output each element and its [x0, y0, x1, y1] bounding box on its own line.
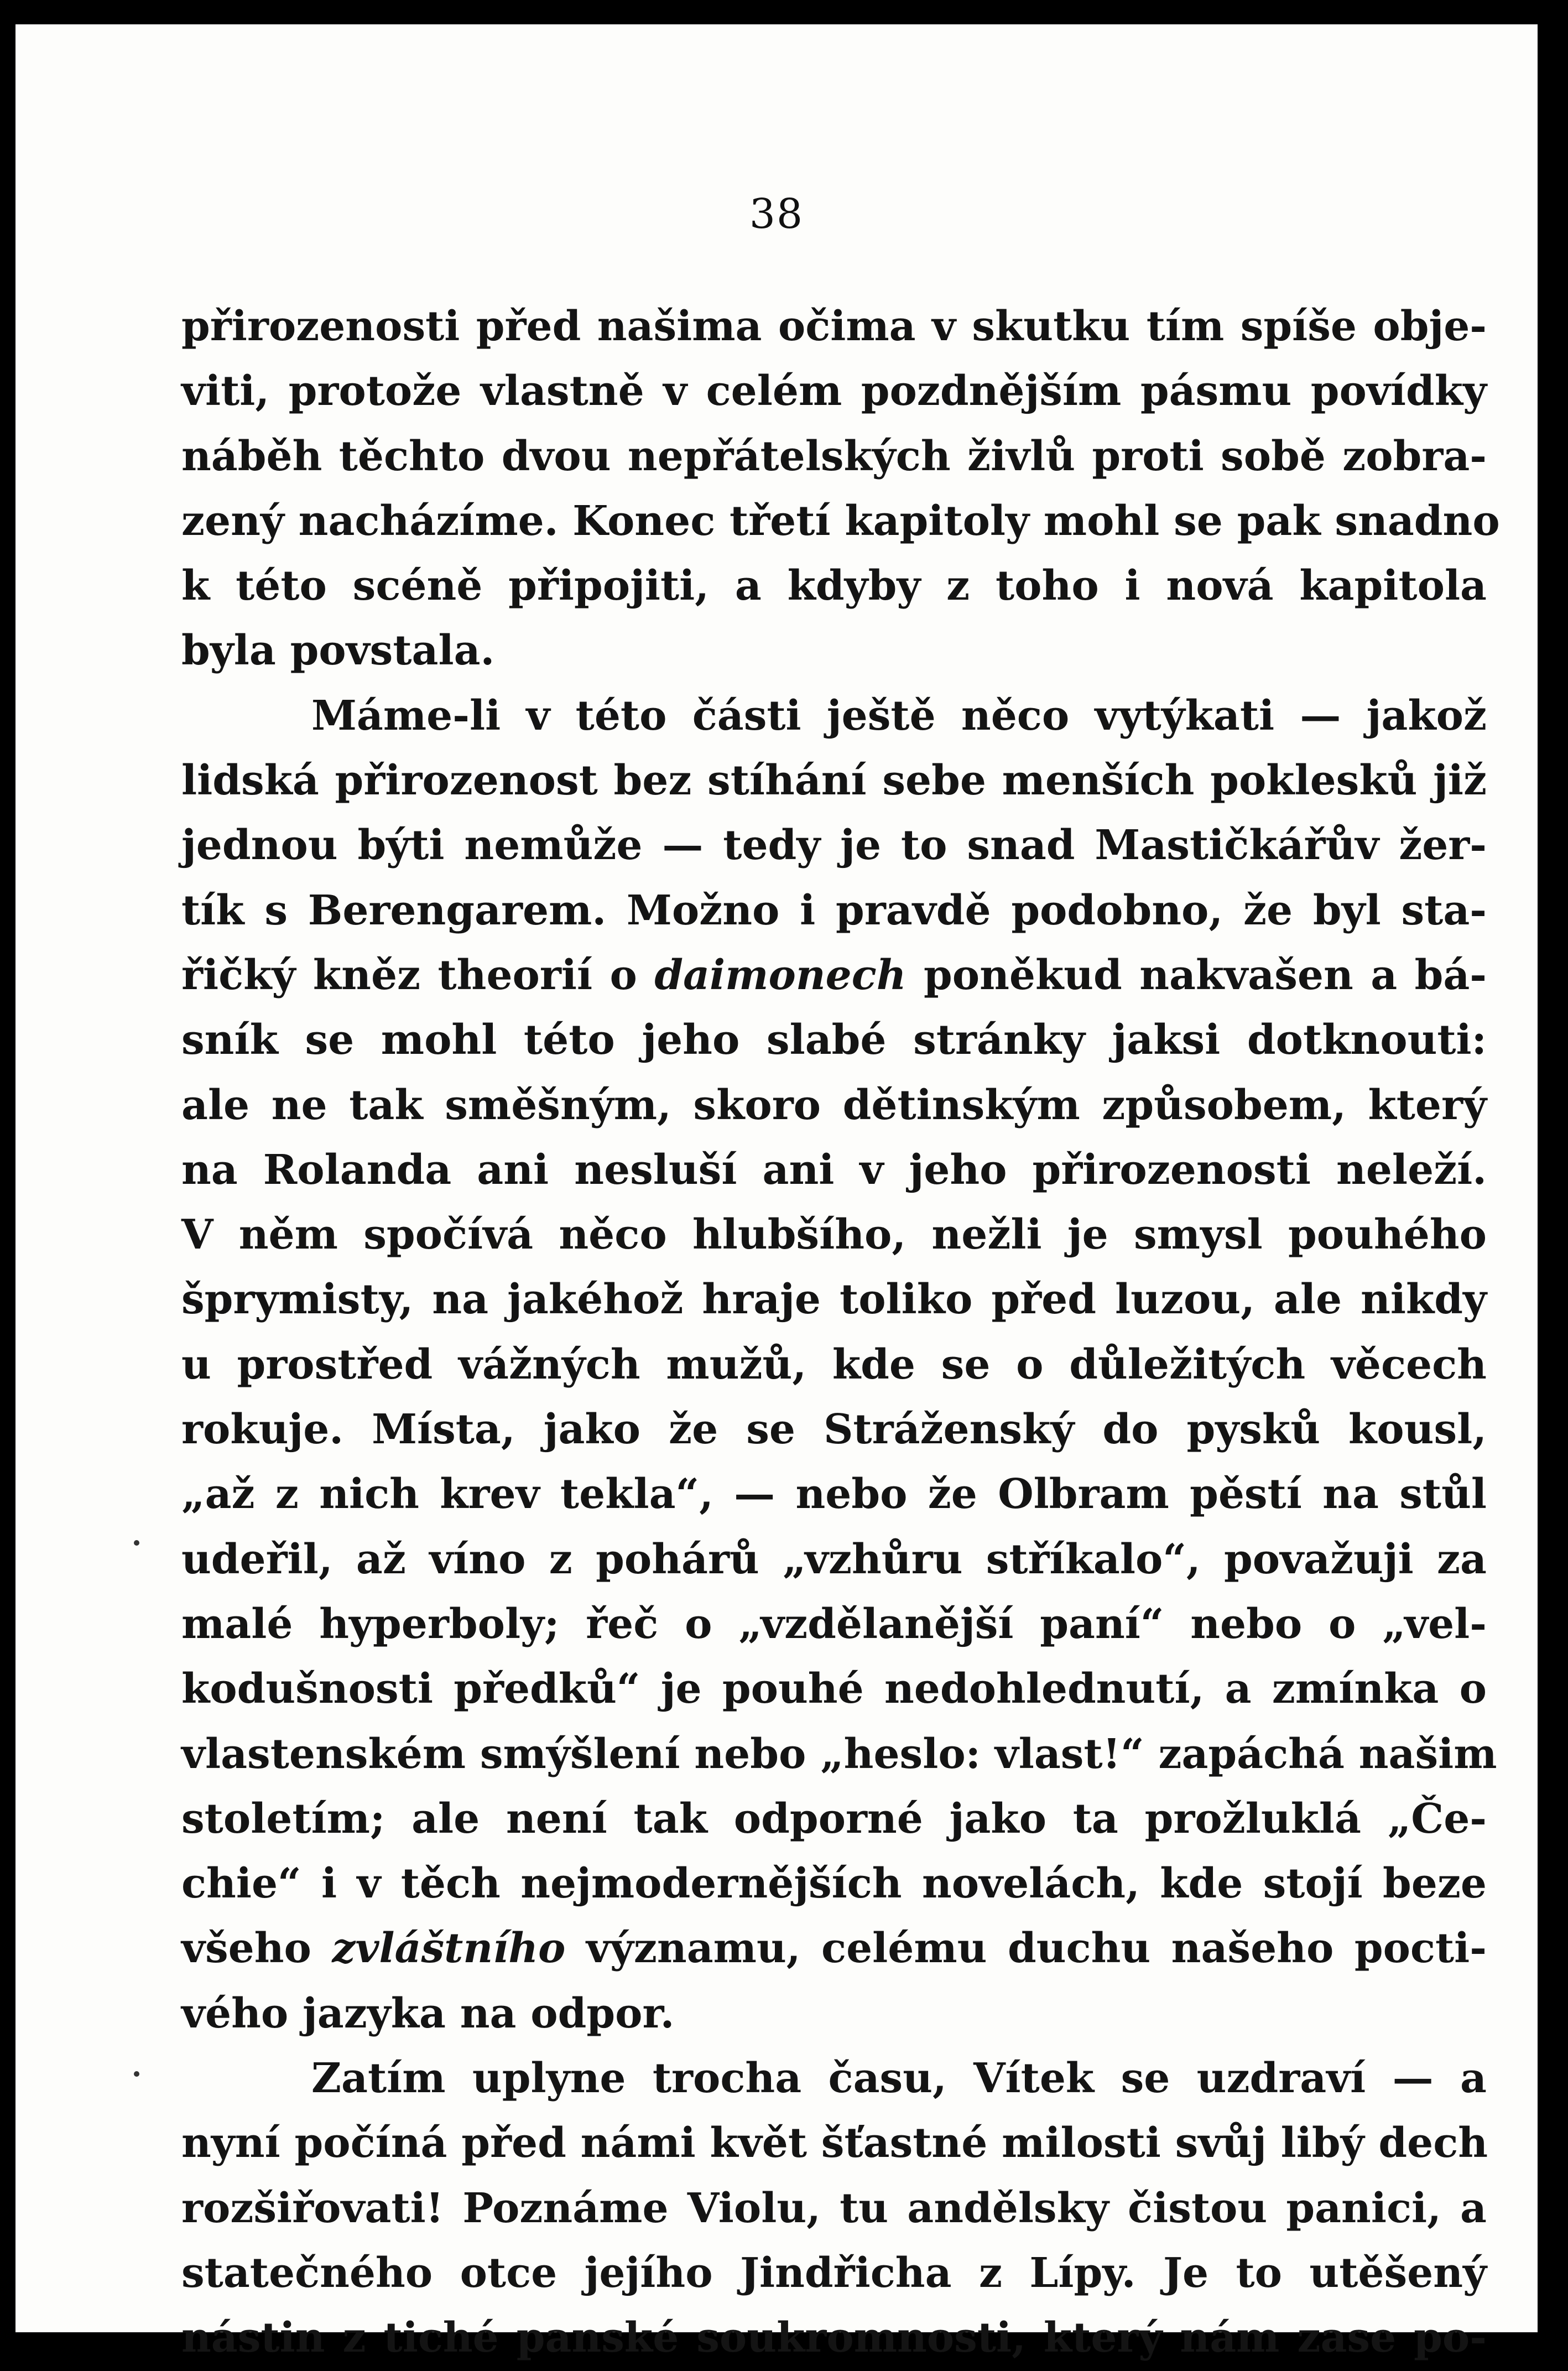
body-text	[181, 294, 1500, 2371]
text-line: rozšiřovati! Poznáme Violu, tu andělsky čistou panici, a	[181, 2184, 1487, 2232]
text-line: u prostřed vážných mužů, kde se o důležitých věcech	[181, 1340, 1487, 1389]
text-line: malé hyperboly; řeč o „vzdělanější paní“ nebo o „vel-	[181, 1600, 1487, 1648]
text-line	[181, 1916, 1487, 1981]
text-line: kodušnosti předků“ je pouhé nedohlednutí, a zmínka o	[181, 1665, 1487, 1713]
text-line: nástin z tiché panské soukromnosti, který nám zase po-	[181, 2314, 1487, 2362]
italic-word: daimonech	[654, 951, 907, 999]
text-segment: významu, celému duchu našeho pocti-	[565, 1925, 1487, 1973]
text-line: k této scéně připojiti, a kdyby z toho i nová kapitola	[181, 562, 1487, 610]
book-page	[15, 24, 1538, 2362]
text-line: byla povstala.	[181, 627, 495, 675]
text-line: přirozenosti před našima očima v skutku tím spíše obje-	[181, 303, 1487, 350]
text-line: rokuje. Místa, jako že se Stráženský do pysků kousl,	[181, 1406, 1487, 1454]
text-segment: řičký kněz theorií o	[181, 951, 655, 999]
margin-mark	[134, 2071, 139, 2077]
text-line: „až z nich krev tekla“, — nebo že Olbram pěstí na stůl	[181, 1470, 1487, 1519]
page-number: 38	[749, 190, 804, 238]
text-line: vlastenském smýšlení nebo „heslo: vlast!“ zapáchá našim	[181, 1730, 1497, 1778]
text-line: nyní počíná před námi květ šťastné milosti svůj libý dech	[181, 2119, 1488, 2167]
text-line: lidská přirozenost bez stíhání sebe menších poklesků již	[181, 757, 1487, 805]
text-line: náběh těchto dvou nepřátelských živlů proti sobě zobra-	[181, 432, 1487, 480]
text-line: Máme-li v této části ještě něco vytýkati — jakož	[311, 691, 1487, 740]
text-line: V něm spočívá něco hlubšího, nežli je smysl pouhého	[181, 1211, 1487, 1259]
text-line	[181, 943, 1487, 1008]
text-line: udeřil, až víno z pohárů „vzhůru stříkalo“, považuji za	[181, 1535, 1487, 1583]
text-line: vého jazyka na odpor.	[181, 1989, 675, 2037]
text-line: statečného otce jejího Jindřicha z Lípy. Je to utěšený	[181, 2249, 1487, 2297]
text-line: zený nacházíme. Konec třetí kapitoly mohl se pak snadno	[181, 497, 1500, 545]
text-line: Zatím uplyne trocha času, Vítek se uzdraví — a	[311, 2055, 1487, 2103]
text-line: ale ne tak směšným, skoro dětinským způsobem, který	[181, 1081, 1487, 1129]
text-line: na Rolanda ani nesluší ani v jeho přirozenosti neleží.	[181, 1146, 1487, 1194]
text-line: viti, protože vlastně v celém pozdnějším pásmu povídky	[181, 367, 1487, 415]
text-segment: poněkud nakvašen a bá-	[906, 951, 1487, 999]
margin-mark	[134, 1540, 139, 1546]
text-line: jednou býti nemůže — tedy je to snad Mastičkářův žer-	[181, 821, 1487, 870]
text-line: chie“ i v těch nejmodernějších novelách, kde stojí beze	[181, 1860, 1487, 1908]
text-line: šprymisty, na jakéhož hraje toliko před luzou, ale nikdy	[181, 1276, 1487, 1324]
text-line: sník se mohl této jeho slabé stránky jaksi dotknouti:	[181, 1016, 1487, 1064]
text-line: stoletím; ale není tak odporné jako ta prožluklá „Če-	[181, 1795, 1487, 1843]
text-segment: všeho	[181, 1925, 332, 1973]
scan-border	[1538, 0, 1568, 2357]
text-line: tík s Berengarem. Možno i pravdě podobno, že byl sta-	[181, 886, 1487, 934]
italic-word: zvláštního	[332, 1925, 566, 1973]
